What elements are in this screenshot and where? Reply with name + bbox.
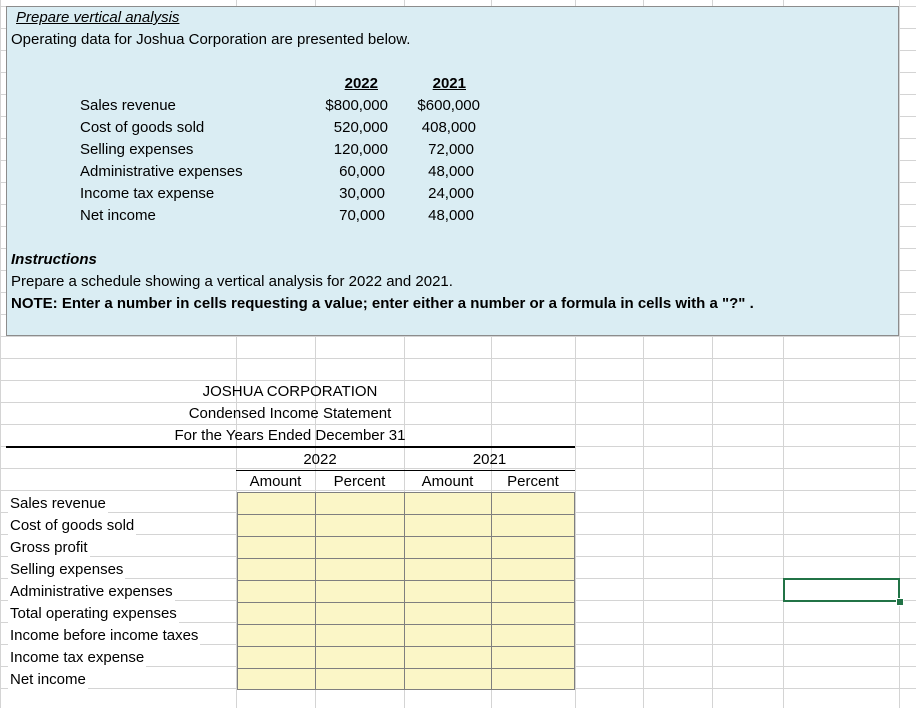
- input-cell-amount-2022[interactable]: [237, 624, 316, 647]
- op-row-value-2021: 48,000: [428, 207, 474, 224]
- statement-row-label: Selling expenses: [8, 559, 125, 581]
- fill-handle[interactable]: [896, 598, 904, 606]
- input-cell-amount-2021[interactable]: [404, 492, 492, 515]
- statement-period: For the Years Ended December 31: [174, 427, 406, 444]
- selected-cell[interactable]: [783, 578, 900, 602]
- statement-company: JOSHUA CORPORATION: [202, 383, 378, 400]
- op-row-label: Net income: [80, 207, 156, 224]
- col-header-percent-2021: Percent: [507, 473, 559, 490]
- input-cell-percent-2021[interactable]: [491, 602, 575, 625]
- op-row-value-2022: $800,000: [325, 97, 388, 114]
- op-row-value-2021: 72,000: [428, 141, 474, 158]
- input-cell-percent-2021[interactable]: [491, 624, 575, 647]
- op-row-value-2022: 120,000: [333, 141, 388, 158]
- op-row-value-2021: 48,000: [428, 163, 474, 180]
- op-row-label: Cost of goods sold: [80, 119, 205, 136]
- op-row-value-2022: 30,000: [339, 185, 385, 202]
- input-cell-percent-2022[interactable]: [315, 668, 405, 690]
- op-row-label: Income tax expense: [80, 185, 215, 202]
- input-cell-percent-2021[interactable]: [491, 580, 575, 603]
- problem-title: Prepare vertical analysis: [16, 9, 180, 26]
- statement-row-label: Net income: [8, 669, 88, 691]
- statement-name: Condensed Income Statement: [188, 405, 392, 422]
- input-cell-amount-2021[interactable]: [404, 602, 492, 625]
- input-cell-percent-2022[interactable]: [315, 558, 405, 581]
- instructions-text: Prepare a schedule showing a vertical analysis for 2022 and 2021.: [11, 273, 453, 290]
- input-cell-amount-2022[interactable]: [237, 558, 316, 581]
- input-cell-amount-2021[interactable]: [404, 668, 492, 690]
- statement-row-label: Income tax expense: [8, 647, 146, 669]
- input-cell-percent-2021[interactable]: [491, 514, 575, 537]
- col-header-amount-2022: Amount: [249, 473, 302, 490]
- input-cell-amount-2021[interactable]: [404, 514, 492, 537]
- instructions-heading: Instructions: [11, 251, 97, 268]
- input-cell-amount-2022[interactable]: [237, 514, 316, 537]
- op-row-label: Selling expenses: [80, 141, 194, 158]
- op-row-label: Administrative expenses: [80, 163, 243, 180]
- input-cell-amount-2021[interactable]: [404, 536, 492, 559]
- statement-row-label: Total operating expenses: [8, 603, 179, 625]
- input-cell-amount-2021[interactable]: [404, 558, 492, 581]
- input-cell-amount-2022[interactable]: [237, 536, 316, 559]
- input-cell-percent-2022[interactable]: [315, 580, 405, 603]
- op-row-value-2021: 24,000: [428, 185, 474, 202]
- col-header-amount-2021: Amount: [421, 473, 474, 490]
- input-cell-amount-2022[interactable]: [237, 580, 316, 603]
- input-cell-percent-2022[interactable]: [315, 536, 405, 559]
- input-cell-percent-2022[interactable]: [315, 514, 405, 537]
- statement-year-rule: [236, 470, 575, 471]
- input-cell-percent-2021[interactable]: [491, 536, 575, 559]
- input-cell-amount-2021[interactable]: [404, 624, 492, 647]
- statement-row-label: Gross profit: [8, 537, 90, 559]
- input-cell-amount-2021[interactable]: [404, 580, 492, 603]
- year-header-2021: 2021: [432, 75, 466, 92]
- year-header-2022: 2022: [344, 75, 378, 92]
- statement-row-label: Income before income taxes: [8, 625, 200, 647]
- op-row-value-2022: 60,000: [339, 163, 385, 180]
- input-cell-amount-2022[interactable]: [237, 602, 316, 625]
- col-header-percent-2022: Percent: [333, 473, 386, 490]
- statement-row-label: Sales revenue: [8, 493, 108, 515]
- statement-header-rule: [6, 446, 575, 448]
- problem-intro: Operating data for Joshua Corporation are presented below.: [11, 31, 411, 48]
- instructions-note: NOTE: Enter a number in cells requesting a value; enter either a number or a formula in cells with a "?" .: [11, 295, 754, 312]
- input-cell-percent-2022[interactable]: [315, 492, 405, 515]
- input-cell-percent-2022[interactable]: [315, 646, 405, 669]
- input-cell-amount-2021[interactable]: [404, 646, 492, 669]
- input-cell-amount-2022[interactable]: [237, 646, 316, 669]
- input-cell-amount-2022[interactable]: [237, 492, 316, 515]
- statement-row-label: Administrative expenses: [8, 581, 175, 603]
- input-cell-percent-2022[interactable]: [315, 624, 405, 647]
- input-cell-percent-2022[interactable]: [315, 602, 405, 625]
- input-cell-percent-2021[interactable]: [491, 492, 575, 515]
- op-row-value-2021: $600,000: [417, 97, 480, 114]
- op-row-label: Sales revenue: [80, 97, 176, 114]
- input-cell-percent-2021[interactable]: [491, 668, 575, 690]
- input-cell-percent-2021[interactable]: [491, 558, 575, 581]
- statement-year-2021: 2021: [472, 451, 507, 468]
- op-row-value-2022: 520,000: [333, 119, 388, 136]
- statement-row-label: Cost of goods sold: [8, 515, 136, 537]
- op-row-value-2022: 70,000: [339, 207, 385, 224]
- statement-year-2022: 2022: [303, 451, 337, 468]
- input-cell-amount-2022[interactable]: [237, 668, 316, 690]
- input-cell-percent-2021[interactable]: [491, 646, 575, 669]
- op-row-value-2021: 408,000: [421, 119, 476, 136]
